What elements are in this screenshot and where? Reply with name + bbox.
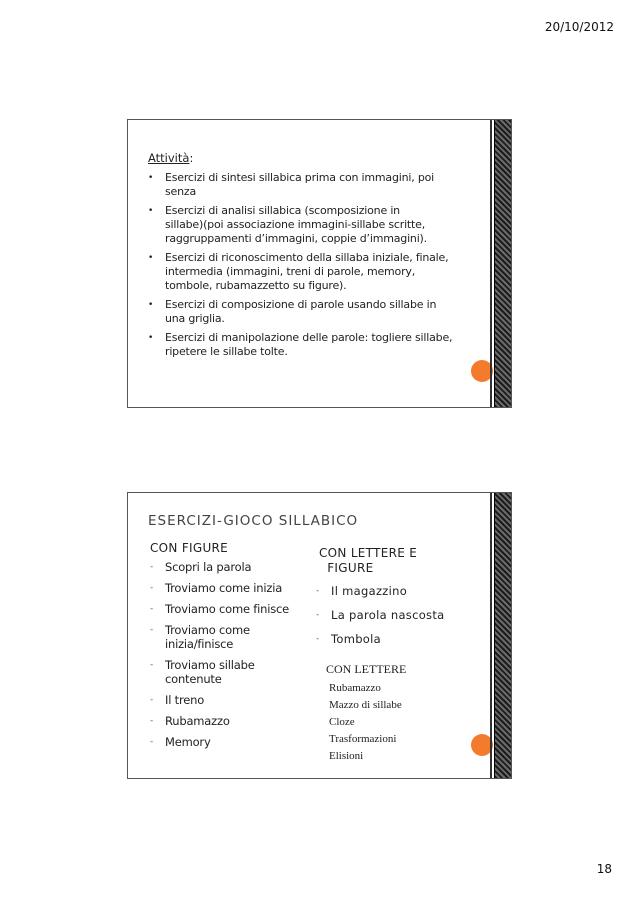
list-item: • Esercizi di analisi sillabica (scomposizione in sillabe)(poi associazione immagini-sillabe scritte, raggruppamenti d’immagini, coppie d’immagini). [148,204,427,245]
list-item: Rubamazzo [329,682,381,694]
letters-column [326,662,406,765]
bullet: - [150,562,154,572]
list-item: - Tombola [316,632,381,646]
list-item: • Esercizi di manipolazione delle parole: togliere sillabe, ripetere le sillabe tolte. [148,331,453,358]
bullet: • [148,173,154,183]
list-item: - Il treno [150,693,205,707]
list-item: • Esercizi di riconoscimento della sillaba iniziale, finale, intermedia (immagini, treni di parole, memory, tombole, rubamazzetto su figure). [148,251,449,292]
list-item: Mazzo di sillabe [329,699,402,711]
slide-syllable-games [127,492,512,779]
bullet: • [148,300,154,310]
bullet: • [148,333,154,343]
bullet: • [148,253,154,263]
letters-figures-column [316,546,466,656]
activities-heading-colon: : [189,151,194,165]
list-item: Trasformazioni [329,733,397,745]
letters-figures-list [316,584,466,646]
list-item: - Troviamo come inizia/finisce [150,623,250,651]
list-item: • Esercizi di composizione di parole usando sillabe in una griglia. [148,298,437,325]
list-item: - Rubamazzo [150,714,230,728]
slide-title: ESERCIZI-GIOCO SILLABICO [148,513,359,529]
figures-heading: CON FIGURE [150,541,229,555]
slide-side-stripe [494,493,511,778]
list-item: - Memory [150,735,211,749]
bullet: - [150,716,154,726]
bullet: - [150,583,154,593]
bullet: - [150,695,154,705]
bullet: - [150,660,154,670]
list-item: - Scopri la parola [150,560,252,574]
activities-list [148,171,490,364]
bullet: - [150,737,154,747]
bullet: - [316,610,320,620]
list-item: Elisioni [329,750,364,762]
bullet: - [316,586,320,596]
list-item: - Troviamo come finisce [150,602,289,616]
bullet: • [148,206,154,216]
activities-heading [148,151,193,165]
letters-figures-heading: CON LETTERE E FIGURE [319,546,418,575]
figures-list [150,560,310,749]
list-item: Cloze [329,716,355,728]
bullet: - [316,634,320,644]
page-number: 18 [596,862,612,876]
slide-activities [127,119,512,408]
slide-side-stripe [494,120,511,407]
activities-heading-text: Attività [148,151,190,165]
list-item: - Troviamo come inizia [150,581,283,595]
bullet: - [150,625,154,635]
figures-column [150,541,310,756]
list-item: - Il magazzino [316,584,408,598]
list-item: - Troviamo sillabe contenute [150,658,255,686]
list-item: • Esercizi di sintesi sillabica prima con immagini, poi senza [148,171,434,198]
list-item: - La parola nascosta [316,608,445,622]
bullet: - [150,604,154,614]
page-date: 20/10/2012 [544,20,614,34]
letters-heading: CON LETTERE [326,662,407,676]
